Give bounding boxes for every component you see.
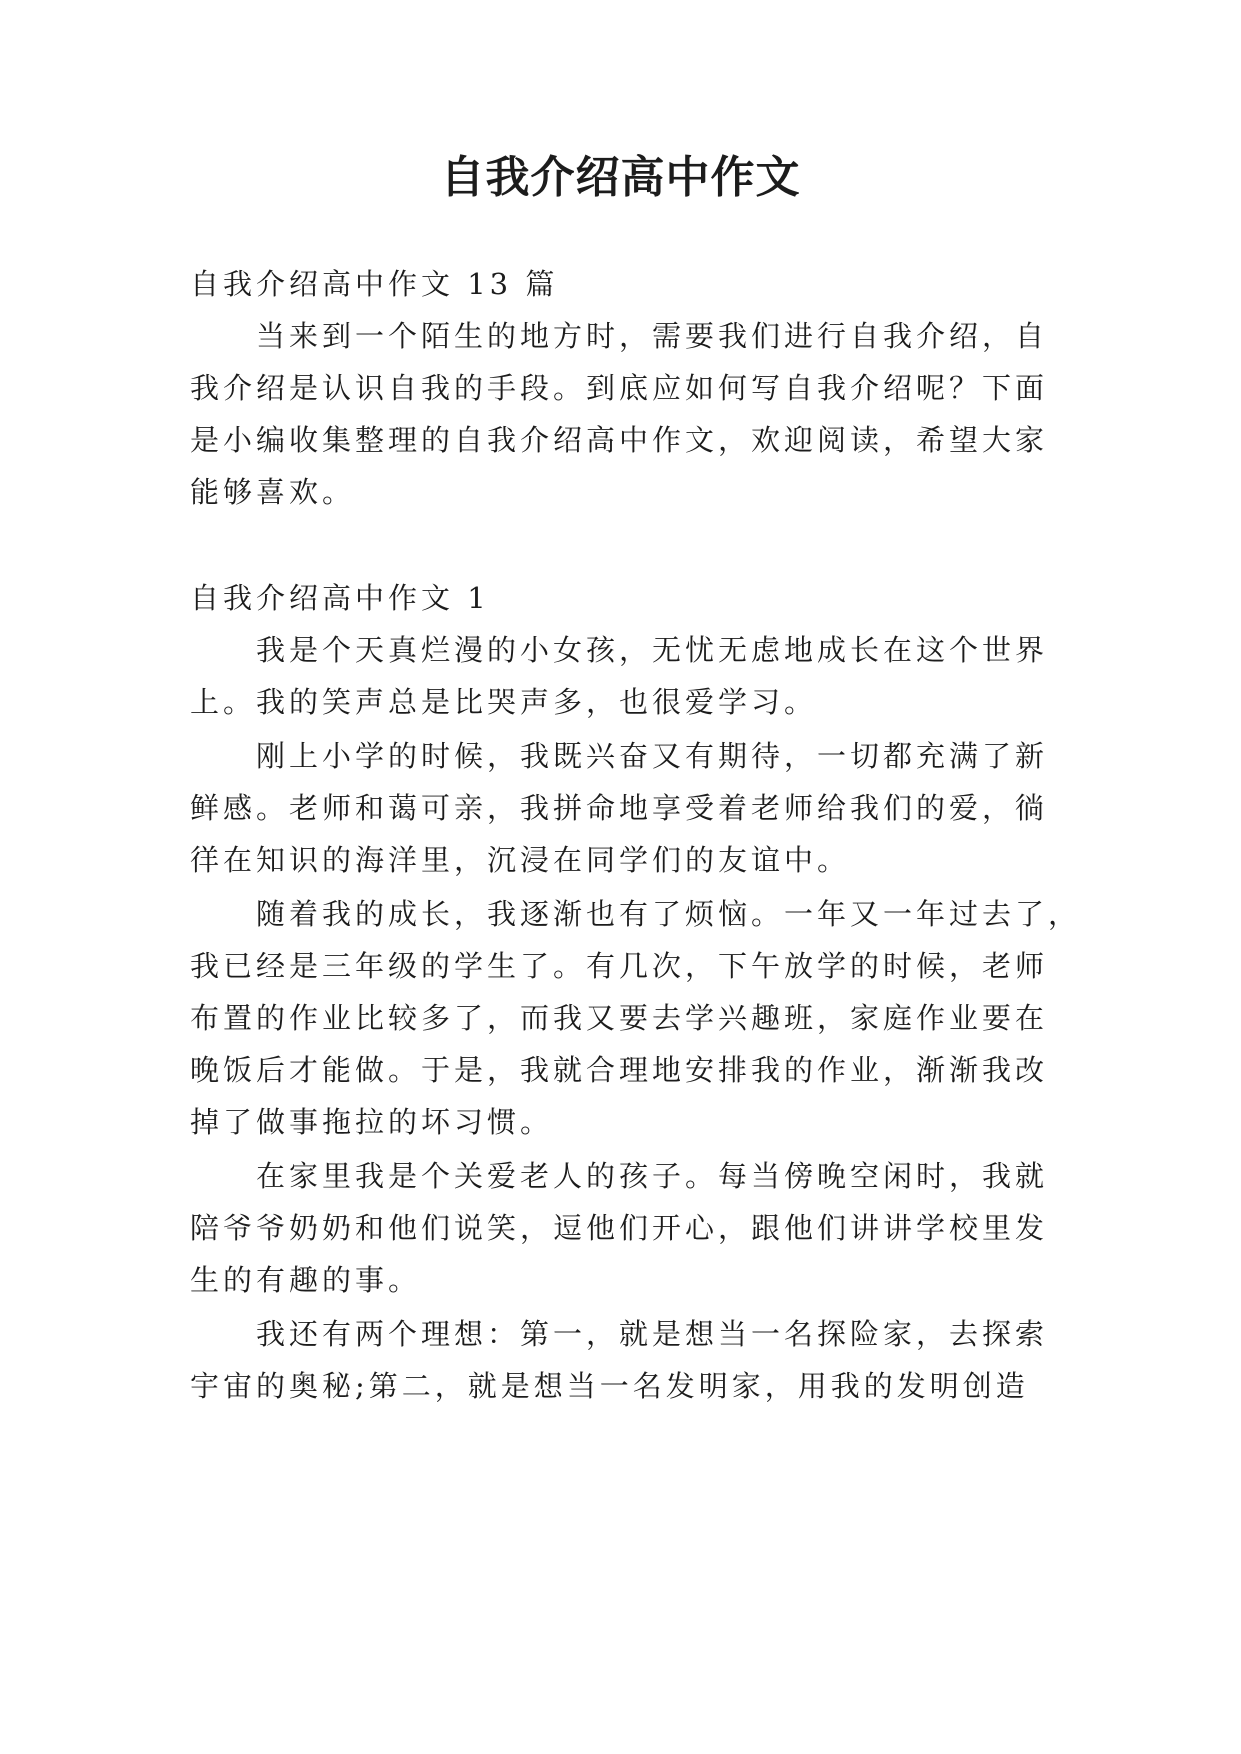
paragraph-line: 我是个天真烂漫的小女孩，无忧无虑地成长在这个世界 <box>256 633 1049 667</box>
paragraph-line: 晚饭后才能做。于是，我就合理地安排我的作业，渐渐我改 <box>190 1053 1049 1087</box>
paragraph-line: 掉了做事拖拉的坏习惯。 <box>190 1105 554 1139</box>
intro-line: 是小编收集整理的自我介绍高中作文，欢迎阅读，希望大家 <box>190 423 1049 457</box>
paragraph-line: 鲜感。老师和蔼可亲，我拼命地享受着老师给我们的爱，徜 <box>190 791 1049 825</box>
paragraph-line: 刚上小学的时候，我既兴奋又有期待，一切都充满了新 <box>256 739 1049 773</box>
document-subtitle: 自我介绍高中作文 13 篇 <box>190 267 559 301</box>
paragraph-line: 生的有趣的事。 <box>190 1263 422 1297</box>
intro-line: 我介绍是认识自我的手段。到底应如何写自我介绍呢？下面 <box>190 371 1049 405</box>
paragraph-line: 上。我的笑声总是比哭声多，也很爱学习。 <box>190 685 818 719</box>
document-title: 自我介绍高中作文 <box>440 152 801 203</box>
paragraph-line: 陪爷爷奶奶和他们说笑，逗他们开心，跟他们讲讲学校里发 <box>190 1211 1049 1245</box>
paragraph-line: 徉在知识的海洋里，沉浸在同学们的友谊中。 <box>190 843 851 877</box>
paragraph-line: 随着我的成长，我逐渐也有了烦恼。一年又一年过去了， <box>256 897 1082 931</box>
paragraph-line: 我还有两个理想：第一，就是想当一名探险家，去探索 <box>256 1317 1049 1351</box>
section-heading: 自我介绍高中作文 1 <box>190 581 490 615</box>
paragraph-line: 布置的作业比较多了，而我又要去学兴趣班，家庭作业要在 <box>190 1001 1049 1035</box>
paragraph-line: 宇宙的奥秘;第二，就是想当一名发明家，用我的发明创造 <box>190 1369 1029 1403</box>
intro-line: 当来到一个陌生的地方时，需要我们进行自我介绍，自 <box>256 319 1049 353</box>
paragraph-line: 在家里我是个关爱老人的孩子。每当傍晚空闲时，我就 <box>256 1159 1049 1193</box>
paragraph-line: 我已经是三年级的学生了。有几次，下午放学的时候，老师 <box>190 949 1049 983</box>
intro-line: 能够喜欢。 <box>190 475 356 509</box>
